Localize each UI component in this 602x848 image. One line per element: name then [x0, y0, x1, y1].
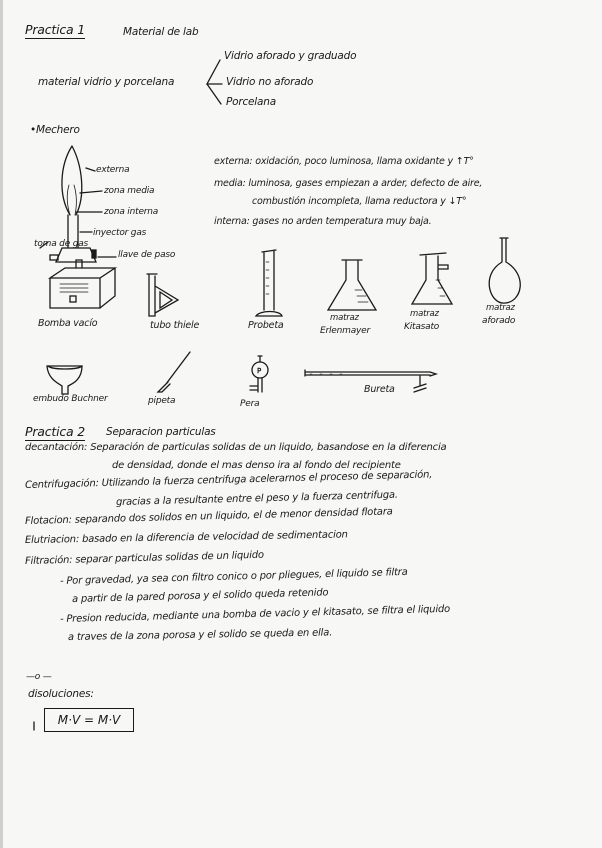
burner-label-llave: llave de paso	[118, 250, 176, 260]
practice-1-number: Practica 1	[25, 22, 86, 37]
label-kitasato: Kitasato	[404, 322, 440, 332]
practice-2-number: Practica 2	[25, 424, 86, 439]
burner-label-inyector: inyector gas	[93, 228, 147, 238]
dilution-formula: M·V = M·V	[57, 713, 121, 727]
label-erlenmeyer: Erlenmayer	[320, 326, 370, 336]
burner-label-toma: toma de gas	[34, 239, 89, 249]
flotacion-line: Flotacion: separando dos solidos en un liquido, el de menor densidad flotara	[24, 506, 393, 527]
svg-text:P: P	[257, 367, 262, 375]
erlenmeyer-flask-icon	[328, 260, 376, 310]
label-matraz-1: matraz	[330, 313, 359, 323]
label-probeta: Probeta	[248, 320, 284, 331]
centrifugacion-line-1: Centrifugación: Utilizando la fuerza centrifuga acelerarnos el proceso de separación,	[24, 469, 433, 491]
gravedad-line-1: - Por gravedad, ya sea con filtro conico o por pliegues, el liquido se filtra	[59, 566, 408, 587]
label-tubo-thiele: tubo thiele	[150, 320, 200, 331]
label-embudo-buchner: embudo Buchner	[33, 394, 108, 404]
buchner-funnel-icon	[47, 366, 82, 394]
decantacion-line-1: decantación: Separación de particulas solidas de un liquido, basandose en la diferencia	[25, 442, 447, 453]
practice-1-title: Material de lab	[123, 26, 199, 38]
label-pipeta: pipeta	[148, 396, 176, 406]
decantacion-line-2: de densidad, donde el mas denso ira al fondo del recipiente	[112, 460, 401, 471]
elutriacion-line: Elutriacion: basado en la diferencia de velocidad de sedimentacion	[24, 529, 348, 546]
label-pera: Pera	[240, 399, 260, 409]
disoluciones-heading: disoluciones:	[28, 688, 94, 700]
filtracion-line: Filtración: separar particulas solidas de un liquido	[24, 549, 264, 567]
burette-icon	[305, 370, 436, 392]
presion-line-2: a traves de la zona porosa y el solido se queda en ella.	[67, 627, 333, 643]
glass-branch-1: Vidrio aforado y graduado	[224, 50, 357, 62]
separator-mark: —o —	[26, 672, 52, 682]
label-aforado: aforado	[482, 316, 516, 326]
graduated-cylinder-icon	[256, 250, 282, 316]
practice-2-title: Separacion particulas	[106, 426, 216, 438]
burner-label-interna: zona interna	[104, 207, 159, 217]
centrifugacion-line-2: gracias a la resultante entre el peso y la fuerza centrifuga.	[115, 489, 399, 508]
brace-icon	[207, 60, 222, 104]
pipette-icon	[158, 352, 190, 392]
gravedad-line-2: a partir de la pared porosa y el solido queda retenido	[71, 587, 329, 605]
glass-branch-2: Vidrio no aforado	[226, 76, 314, 88]
pipette-bulb-icon	[250, 356, 268, 392]
presion-line-1: - Presion reducida, mediante una bomba de vacio y el kitasato, se filtra el liquido	[59, 603, 451, 625]
label-bomba-vacio: Bomba vacío	[38, 318, 98, 329]
label-matraz-3: matraz	[486, 303, 515, 313]
thiele-tube-icon	[147, 274, 178, 316]
label-bureta: Bureta	[364, 384, 395, 395]
glass-branch-3: Porcelana	[226, 96, 276, 108]
label-matraz-2: matraz	[410, 309, 439, 319]
zone-media-text-cont: combustión incompleta, llama reductora y ↓T°	[252, 196, 467, 207]
volumetric-flask-icon	[489, 238, 520, 303]
zone-externa-text: externa: oxidación, poco luminosa, llama oxidante y ↑T°	[214, 156, 474, 167]
bunsen-burner-icon	[40, 146, 116, 262]
zone-interna-text: interna: gases no arden temperatura muy baja.	[214, 216, 432, 227]
vacuum-pump-icon	[50, 260, 115, 308]
glass-root: material vidrio y porcelana	[38, 76, 175, 88]
burner-label-externa: externa	[96, 165, 130, 175]
kitasato-flask-icon	[412, 253, 452, 304]
zone-media-text: media: luminosa, gases empiezan a arder, defecto de aire,	[214, 178, 483, 189]
burner-label-media: zona media	[104, 186, 155, 196]
burner-heading: •Mechero	[30, 124, 80, 136]
